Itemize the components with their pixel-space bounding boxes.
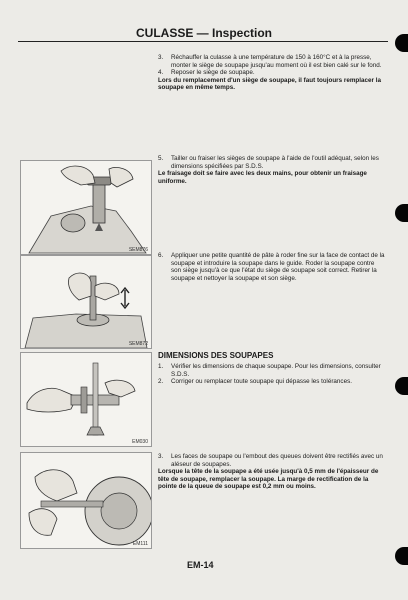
text-block-valve-lapping [158, 252, 386, 282]
step-item: 3. Les faces de soupape ou l'embout des queues doivent être rectifiés avec un aléseur de soupapes. [158, 453, 383, 468]
figure-valve-refacing [20, 452, 152, 549]
step-item: 5. Tailler ou fraiser les sièges de soupape à l'aide de l'outil adéquat, selon les dimensions spécifiées par S.D.S. [158, 155, 379, 170]
figure-code: EM111 [132, 541, 148, 547]
note-bold: Lors du remplacement d'un siège de soupape, il faut toujours remplacer la soupape en même temps. [158, 76, 381, 92]
figure-valve-seat-cutting [20, 160, 152, 255]
section-title: DIMENSIONS DES SOUPAPES [158, 351, 274, 360]
step-item: 1. Vérifier les dimensions de chaque soupape. Pour les dimensions, consulter S.D.S. [158, 363, 381, 378]
figure-code: SEM872 [128, 341, 148, 347]
punch-hole [395, 377, 408, 395]
figure-valve-measurement [20, 352, 152, 447]
text-block-seat-cutting [158, 155, 386, 185]
step-item: 3. Réchauffer la culasse à une température de 150 à 160°C et à la presse, monter le siège de soupape jusqu'au moment où il est bien calé sur le fond. [158, 54, 382, 69]
punch-hole [395, 34, 408, 52]
step-item: 2. Corriger ou remplacer toute soupape qui dépasse les tolérances. [158, 378, 352, 386]
step-item: 6. Appliquer une petite quantité de pâte à roder fine sur la face de contact de la soupape et introduire la soupape dans le guide. Roder la soupape contre son siège jusqu'à ce que l'état du siège de soupape soit correct. Retirer la soupape et nettoyer la soupape et son siège. [158, 252, 385, 282]
text-block-valve-refacing [158, 453, 386, 491]
page-header-title: CULASSE — Inspection [135, 26, 272, 40]
text-block-valve-dimensions [158, 363, 386, 386]
figure-valve-lapping [20, 255, 152, 349]
page-number: EM-14 [187, 560, 214, 570]
valve-seat-cutting-illustration [21, 161, 151, 254]
text-block-valve-seat-install [158, 54, 386, 92]
figure-code: EM030 [132, 439, 148, 445]
valve-refacing-illustration [21, 453, 151, 548]
figure-code: SEM876 [128, 247, 148, 253]
valve-lapping-illustration [21, 256, 151, 348]
note-bold: Le fraisage doit se faire avec les deux mains, pour obtenir un fraisage uniforme. [158, 170, 367, 185]
header-rule [18, 41, 388, 42]
note-bold: Lorsque la tête de la soupape a été usée jusqu'à 0,5 mm de l'épaisseur de tête de soupape, remplacer la soupape. La marge de rectification de la pointe de la queue de soupape est 0,2 mm ou moins. [158, 468, 379, 491]
punch-hole [395, 204, 408, 222]
valve-measurement-illustration [21, 353, 151, 446]
punch-hole [395, 547, 408, 565]
step-item: 4. Reposer le siège de soupape. [158, 69, 255, 77]
